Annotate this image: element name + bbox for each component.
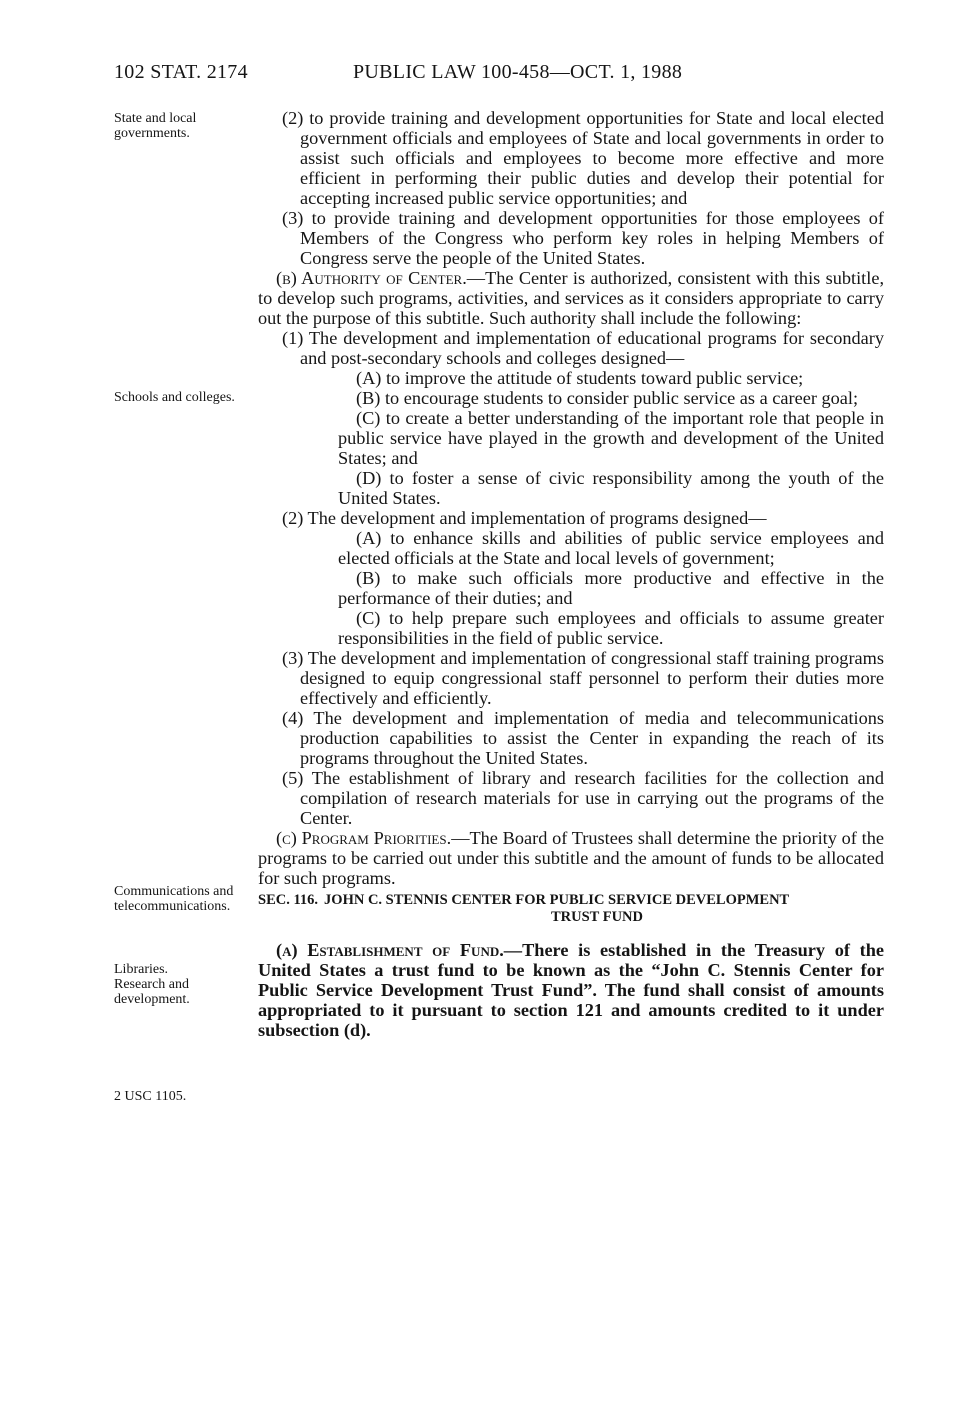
subsection-a-text: —There is established in the Treasury of the United States a trust fund to be known as the “John C. Stennis Center for Public Service Development Trust Fund”. The fund shall consist of amounts appropriated to it pursuant to section 121 and amounts credited to it under subsection (d). [258, 940, 884, 1040]
item-b2: (2) The development and implementation of programs designed— [282, 508, 767, 528]
paragraph-3: (3) to provide training and development opportunities for those employees of Members of the Congress who perform key roles in helping Members of Congress serve the people of the United States. [282, 208, 884, 268]
section-number: SEC. 116. [258, 892, 319, 908]
subsection-c-label: (c) Program Priorities. [276, 828, 452, 848]
running-header: PUBLIC LAW 100-458—OCT. 1, 1988 [353, 61, 683, 83]
item-b4: (4) The development and implementation of media and telecommunications production capabilities to assist the Center in expanding the reach of its programs throughout the United States. [282, 708, 884, 768]
subsection-b-text: —The Center is authorized, consistent with this subtitle, to develop such programs, activities, and services as it considers appropriate to carry out the purpose of this subtitle. Such authority shall include the following: [258, 268, 885, 328]
item-b1: (1) The development and implementation of educational programs for secondary and post-secondary schools and colleges designed— [282, 328, 884, 368]
margin-note-communications: Communications and telecommunications. [114, 884, 234, 914]
subsection-a [258, 940, 884, 1040]
margin-note-state-local: State and local governments. [114, 111, 197, 141]
section-title: JOHN C. STENNIS CENTER FOR PUBLIC SERVICE DEVELOPMENT [324, 892, 790, 908]
margin-note-libraries: Libraries. [114, 962, 169, 977]
subsection-a-label: (a) Establishment of Fund. [276, 940, 504, 960]
item-b3: (3) The development and implementation of congressional staff training programs designed to equip congressional staff personnel to perform their duties more effectively and efficiently. [282, 648, 884, 708]
paragraph-2: (2) to provide training and development opportunities for State and local elected government officials and employees of State and local governments in order to assist such officials and employees to become more effective and more efficient in performing their public duties and develop their potential for accepting increased public service opportunities; and [282, 108, 884, 208]
subsection-c [258, 828, 884, 888]
item-b2A: (A) to enhance skills and abilities of public service employees and elected officials at the State and local levels of government; [338, 528, 884, 568]
section-heading [258, 892, 884, 926]
margin-note-usc: 2 USC 1105. [114, 1089, 187, 1104]
margin-note-schools: Schools and colleges. [114, 390, 235, 405]
item-b1B: (B) to encourage students to consider public service as a career goal; [356, 388, 859, 408]
section-title-continued: TRUST FUND [551, 909, 643, 925]
subsection-b [258, 268, 884, 328]
item-b1A: (A) to improve the attitude of students toward public service; [356, 368, 804, 388]
subsection-c-text: —The Board of Trustees shall determine the priority of the programs to be carried out under this subtitle and the amount of funds to be allocated for such programs. [258, 828, 884, 888]
item-b2B: (B) to make such officials more productive and effective in the performance of their duties; and [338, 568, 884, 608]
item-b5: (5) The establishment of library and research facilities for the collection and compilation of research materials for use in carrying out the programs of the Center. [282, 768, 884, 828]
item-b1D: (D) to foster a sense of civic responsibility among the youth of the United States. [338, 468, 884, 508]
margin-note-research: Research and development. [114, 977, 190, 1007]
item-b1C: (C) to create a better understanding of the important role that people in public service have played in the growth and development of the United States; and [338, 408, 884, 468]
subsection-b-label: (b) Authority of Center. [276, 268, 467, 288]
statute-page-number: 102 STAT. 2174 [114, 61, 248, 83]
body-text [258, 108, 884, 1040]
item-b2C: (C) to help prepare such employees and officials to assume greater responsibilities in the field of public service. [338, 608, 884, 648]
